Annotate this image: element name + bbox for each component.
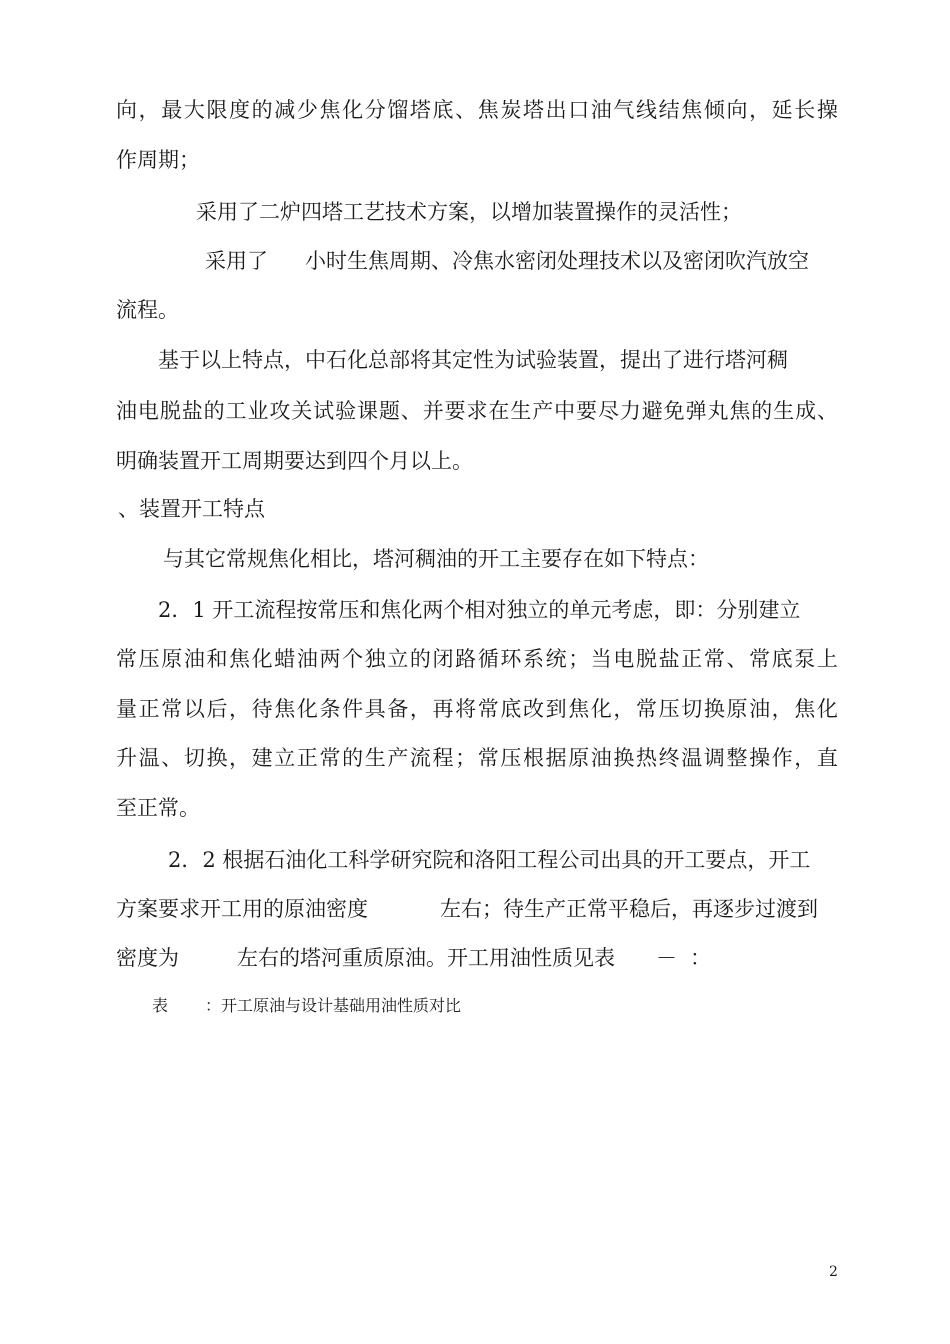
paragraph-6-line-3: 量 正 常 以 后 ， 待 焦 化 条 件 具 备 ， 再 将 常 底 改 到 焦 化 ， 常 压 切 换 原 油 ， 焦 化 — [116, 697, 838, 721]
paragraph-7-line-1: 2．2 根据石油化工科学研究院和洛阳工程公司出具的开工要点，开工 — [168, 848, 811, 872]
paragraph-1-line-1: 向 ， 最 大 限 度 的 减 少 焦 化 分 馏 塔 底 、 焦 炭 塔 出 口 油 气 线 结 焦 倾 向 ， 延 长 操 — [116, 98, 838, 122]
paragraph-6-line-5: 至正常。 — [116, 796, 200, 820]
paragraph-4-line-3: 明确装置开工周期要达到四个月以上。 — [116, 449, 473, 473]
table-caption-text: ：开工原油与设计基础用油性质对比 — [205, 996, 462, 1015]
paragraph-5-line-1: 与其它常规焦化相比，塔河稠油的开工主要存在如下特点： — [163, 547, 709, 571]
paragraph-7-line-3c: － — [656, 946, 677, 970]
paragraph-3-line-1b: 小时生焦周期、冷焦水密闭处理技术以及密闭吹汽放空 — [305, 249, 809, 273]
section-heading: 、装置开工特点 — [118, 497, 265, 521]
paragraph-6-line-4: 升 温 、 切 换 ， 建 立 正 常 的 生 产 流 程 ； 常 压 根 据 原 油 换 热 终 温 调 整 操 作 ， 直 — [116, 746, 838, 770]
paragraph-4-line-2: 油 电 脱 盐 的 工 业 攻 关 试 验 课 题 、 并 要 求 在 生 产 中 要 尽 力 避 免 弹 丸 焦 的 生 成 、 — [116, 399, 838, 423]
paragraph-6-line-2: 常 压 原 油 和 焦 化 蜡 油 两 个 独 立 的 闭 路 循 环 系 统 ； 当 电 脱 盐 正 常 、 常 底 泵 上 — [116, 647, 838, 671]
paragraph-2-line-1: 采用了二炉四塔工艺技术方案，以增加装置操作的灵活性； — [196, 200, 742, 224]
paragraph-7-line-3d: ： — [690, 946, 711, 970]
paragraph-7-line-3b: 左右的塔河重质原油。开工用油性质见表 — [237, 946, 615, 970]
paragraph-7-line-2a: 方案要求开工用的原油密度 — [116, 897, 368, 921]
paragraph-7-line-3a: 密度为 — [116, 946, 179, 970]
paragraph-3-line-2: 流程。 — [116, 298, 179, 322]
paragraph-1-line-2: 作周期； — [116, 148, 200, 172]
page-number: 2 — [829, 1264, 838, 1280]
table-caption-prefix: 表 — [152, 996, 169, 1015]
paragraph-4-line-1: 基于以上特点，中石化总部将其定性为试验装置，提出了进行塔河稠 — [158, 348, 788, 372]
paragraph-7-line-2b: 左右；待生产正常平稳后，再逐步过渡到 — [440, 897, 818, 921]
paragraph-3-line-1a: 采用了 — [205, 249, 268, 273]
paragraph-6-line-1: 2．1 开工流程按常压和焦化两个相对独立的单元考虑，即：分别建立 — [158, 598, 801, 622]
